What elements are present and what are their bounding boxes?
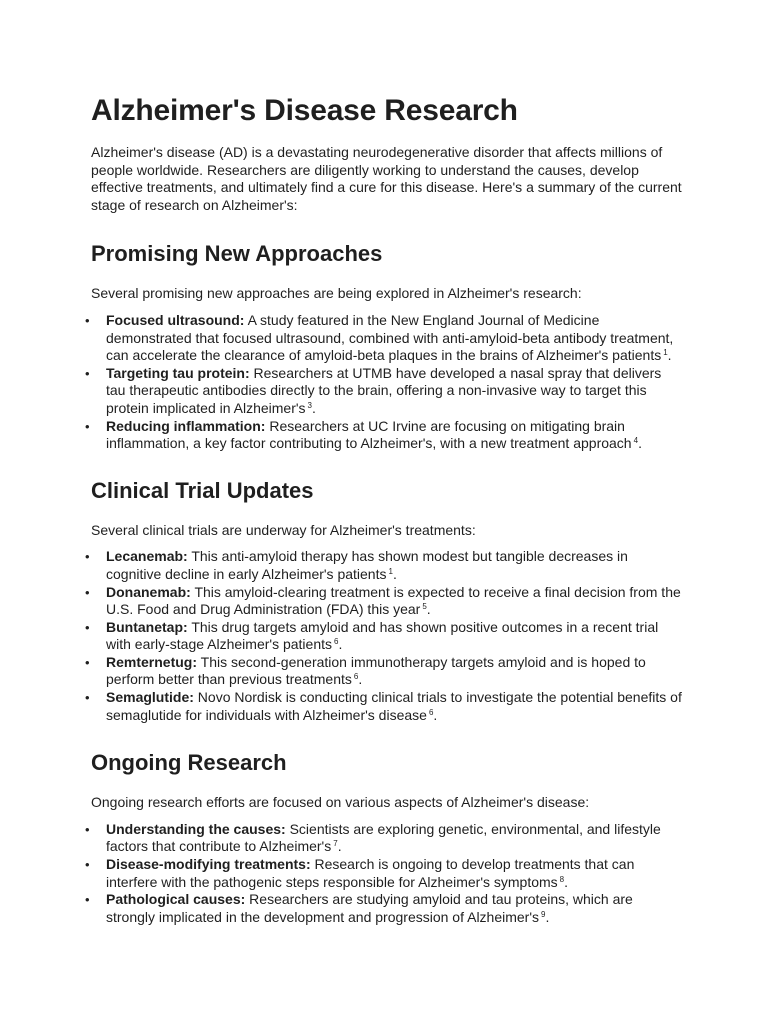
item-term: Semaglutide:: [106, 689, 194, 706]
list-item: • Reducing inflammation: Researchers at UC Irvine are focusing on mitigating brain inflammation, a key factor contributing to Alzheimer's, with a new treatment approach $^4$.: [85, 417, 642, 452]
bullet-icon: •: [85, 821, 90, 837]
bullet-icon: •: [85, 418, 90, 434]
bullet-list: [85, 548, 683, 724]
item-term: Disease-modifying treatments:: [106, 856, 311, 873]
item-term: Targeting tau protein:: [106, 364, 250, 381]
list-item: • Semaglutide: Novo Nordisk is conducting clinical trials to investigate the potential benefits of semaglutide for individuals with Alzheimer's disease $^6$.: [85, 689, 682, 723]
item-text: Researchers are studying amyloid and tau proteins, which are strongly implicated in the development and progression of Alzheimer's: [106, 891, 633, 925]
section-heading-clinical-trials: Clinical Trial Updates: [91, 477, 314, 503]
section-lead: Ongoing research efforts are focused on various aspects of Alzheimer's disease:: [91, 794, 590, 811]
intro-paragraph: Alzheimer's disease (AD) is a devastating neurodegenerative disorder that affects millions of people worldwide. Researchers are diligently working to understand the causes, develop effective treatments, and ultimately find a cure for this disease. Here's a summary of the current stage of research on Alzheimer's:: [91, 144, 682, 213]
item-term: Lecanemab:: [106, 548, 188, 565]
citation-ref[interactable]: 6: [353, 672, 359, 682]
citation-ref[interactable]: 1: [663, 348, 668, 358]
bullet-icon: •: [85, 690, 90, 706]
section-heading-ongoing-research: Ongoing Research: [91, 750, 287, 776]
item-term: Focused ultrasound:: [106, 311, 245, 328]
bullet-list: [85, 311, 683, 453]
bullet-icon: •: [85, 619, 90, 635]
item-term: Remternetug:: [106, 653, 198, 670]
bullet-icon: •: [85, 584, 90, 600]
section-lead: Several clinical trials are underway for Alzheimer's treatments:: [91, 521, 476, 538]
list-item: • Pathological causes: Researchers are studying amyloid and tau proteins, which are strongly implicated in the development and progression of Alzheimer's $^9$.: [85, 891, 633, 925]
item-text: This second-generation immunotherapy targets amyloid and is hoped to perform better than previous treatments: [106, 653, 646, 688]
item-term: Understanding the causes:: [106, 820, 286, 837]
citation-ref[interactable]: 6: [334, 637, 339, 647]
item-term: Donanemab:: [106, 583, 191, 600]
bullet-icon: •: [85, 549, 90, 565]
list-item: • Disease-modifying treatments: Research is ongoing to develop treatments that can interfere with the pathogenic steps responsible for Alzheimer's symptoms $^8$.: [85, 856, 635, 890]
citation-ref[interactable]: 8: [559, 874, 565, 884]
citation-ref[interactable]: 6: [428, 707, 434, 717]
section-lead: Several promising new approaches are being explored in Alzheimer's research:: [91, 285, 582, 302]
item-text: This amyloid-clearing treatment is expected to receive a final decision from the U.S. Food and Drug Administration (FDA) this year: [106, 583, 681, 618]
item-text: Researchers at UC Irvine are focusing on mitigating brain inflammation, a key factor contributing to Alzheimer's, with a new treatment approach: [106, 417, 632, 452]
list-item: • Donanemab: This amyloid-clearing treatment is expected to receive a final decision from the U.S. Food and Drug Administration (FDA) this year $^5$.: [85, 583, 681, 618]
list-item: • Remternetug: This second-generation immunotherapy targets amyloid and is hoped to perform better than previous treatments $^6$.: [85, 653, 646, 688]
citation-ref[interactable]: 9: [541, 909, 546, 919]
bullet-icon: •: [85, 312, 90, 328]
list-item: • Buntanetap: This drug targets amyloid and has shown positive outcomes in a recent trial with early-stage Alzheimer's patients $^6$.: [85, 618, 659, 653]
item-term: Pathological causes:: [106, 891, 246, 908]
item-term: Buntanetap:: [106, 618, 188, 635]
bullet-icon: •: [85, 892, 90, 908]
item-text: Research is ongoing to develop treatments that can interfere with the pathogenic steps responsible for Alzheimer's symptoms: [106, 856, 635, 890]
citation-ref[interactable]: 4: [633, 436, 639, 446]
item-text: A study featured in the New England Journal of Medicine demonstrated that focused ultrasound, combined with anti-amyloid-beta antibody treatment, can accelerate the clearance of amyloid-beta plaques in the brains of Alzheimer's patients: [106, 311, 674, 364]
item-text: This anti-amyloid therapy has shown modest but tangible decreases in cognitive decline in early Alzheimer's patients: [106, 548, 628, 582]
list-item: • Focused ultrasound: A study featured in the New England Journal of Medicine demonstrated that focused ultrasound, combined with anti-amyloid-beta antibody treatment, can accelerate the clearance of amyloid-beta plaques in the brains of Alzheimer's patients $^1$.: [85, 311, 674, 364]
item-text: This drug targets amyloid and has shown positive outcomes in a recent trial with early-stage Alzheimer's patients: [106, 618, 659, 653]
citation-ref[interactable]: 7: [333, 839, 338, 849]
citation-ref[interactable]: 5: [422, 602, 427, 612]
item-text: Novo Nordisk is conducting clinical trials to investigate the potential benefits of semaglutide for individuals with Alzheimer's disease: [106, 689, 682, 723]
bullet-icon: •: [85, 654, 90, 670]
bullet-list: [85, 820, 683, 927]
list-item: • Targeting tau protein: Researchers at UTMB have developed a nasal spray that delivers tau therapeutic antibodies directly to the brain, offering a non-invasive way to target this protein implicated in Alzheimer's $^3$.: [85, 364, 662, 416]
item-term: Reducing inflammation:: [106, 417, 266, 434]
document-page: [85, 92, 683, 926]
document-title: Alzheimer's Disease Research: [91, 94, 518, 127]
bullet-icon: •: [85, 365, 90, 381]
citation-ref[interactable]: 3: [307, 400, 312, 410]
section-heading-promising-approaches: Promising New Approaches: [91, 241, 383, 267]
list-item: • Understanding the causes: Scientists are exploring genetic, environmental, and lifestyle factors that contribute to Alzheimer's $^7$.: [85, 820, 661, 855]
list-item: • Lecanemab: This anti-amyloid therapy has shown modest but tangible decreases in cognitive decline in early Alzheimer's patients $^1$.: [85, 548, 628, 582]
item-text: Researchers at UTMB have developed a nasal spray that delivers tau therapeutic antibodies directly to the brain, offering a non-invasive way to target this protein implicated in Alzheimer's: [106, 364, 662, 416]
bullet-icon: •: [85, 857, 90, 873]
item-text: Scientists are exploring genetic, environmental, and lifestyle factors that contribute to Alzheimer's: [106, 820, 661, 855]
citation-ref[interactable]: 1: [388, 566, 393, 576]
